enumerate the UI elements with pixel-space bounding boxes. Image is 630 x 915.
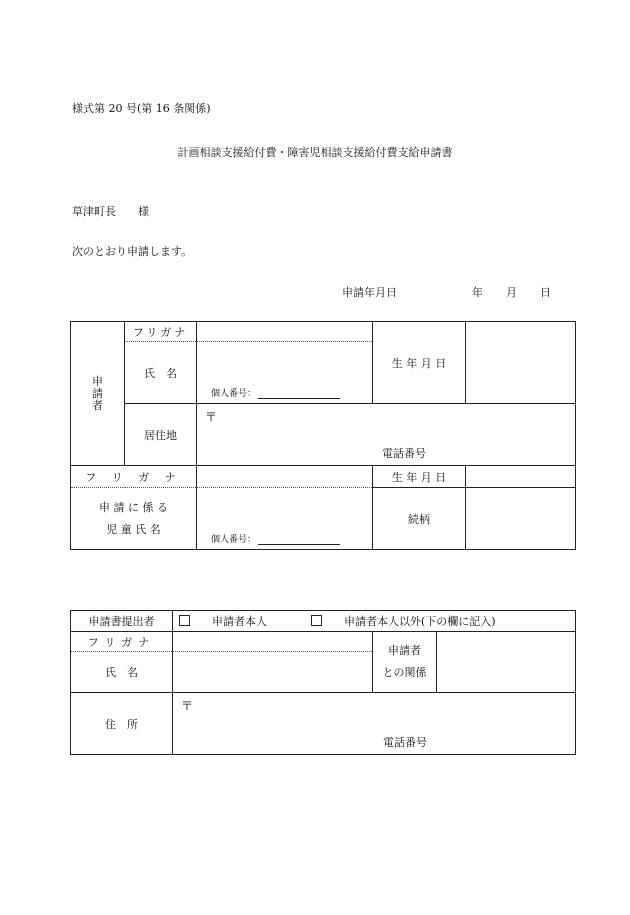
option-self-label: 申請者本人 <box>212 615 267 628</box>
option-other[interactable] <box>311 615 518 628</box>
submitter-zip-mark: 〒 <box>181 699 194 713</box>
month-unit: 月 <box>506 286 517 299</box>
personal-number-line[interactable] <box>258 388 340 399</box>
submitter-phone-label: 電話番号 <box>383 736 427 749</box>
option-self[interactable] <box>179 615 289 628</box>
applicant-table <box>70 321 576 550</box>
submitter-address-label: 住 所 <box>71 693 173 755</box>
form-number: 様式第 20 号(第 16 条関係) <box>72 102 211 115</box>
relation-label <box>373 632 437 693</box>
option-other-label: 申請者本人以外(下の欄に記入) <box>344 615 496 628</box>
personal-number-label: 個人番号： <box>211 389 257 399</box>
name-field[interactable] <box>197 342 373 404</box>
child-furigana-field[interactable] <box>197 466 373 488</box>
child-personal-number-label: 個人番号： <box>211 535 257 545</box>
year-unit: 年 <box>472 286 483 299</box>
submitter-label: 申請書提出者 <box>71 611 173 632</box>
name-label: 氏 名 <box>125 342 197 404</box>
day-unit: 日 <box>540 286 551 299</box>
addressee-name: 草津町長 <box>72 205 116 218</box>
relation-label-line1: 申請者 <box>388 644 421 657</box>
applicant-label: 申請者 <box>92 374 103 412</box>
child-name-label-line1: 申 請 に 係 る <box>99 500 168 514</box>
address-field[interactable] <box>197 404 576 466</box>
child-personal-number-line[interactable] <box>258 534 340 545</box>
personal-number <box>211 386 340 399</box>
submitter-options <box>173 611 576 632</box>
child-birth-date-field[interactable] <box>466 466 576 488</box>
application-date-label: 申請年月日 <box>342 286 397 299</box>
furigana-field[interactable] <box>197 322 373 342</box>
submitter-table <box>70 610 576 755</box>
submitter-name-field[interactable] <box>173 652 373 693</box>
submitter-address-field[interactable] <box>173 693 576 755</box>
zip-mark: 〒 <box>205 410 218 424</box>
child-name-label <box>71 488 197 550</box>
child-personal-number <box>211 532 340 545</box>
birth-date-label: 生 年 月 日 <box>373 322 466 404</box>
addressee-honorific: 様 <box>138 205 149 218</box>
child-name-label-line2: 児 童 氏 名 <box>106 522 161 536</box>
child-birth-date-label: 生 年 月 日 <box>373 466 466 488</box>
application-date-row <box>342 284 551 300</box>
relationship-field[interactable] <box>466 488 576 550</box>
submitter-furigana-field[interactable] <box>173 632 373 652</box>
applicant-label-cell <box>71 322 125 466</box>
addressee <box>72 203 149 219</box>
submitter-furigana-label: フリガナ <box>71 632 173 652</box>
child-furigana-label: フ リ ガ ナ <box>71 466 197 488</box>
relation-label-line2: との関係 <box>382 666 427 679</box>
page-title: 計画相談支援給付費・障害児相談支援給付費支給申請書 <box>177 146 453 159</box>
child-name-field[interactable] <box>197 488 373 550</box>
furigana-label: フリガナ <box>125 322 197 342</box>
relationship-label: 続柄 <box>373 488 466 550</box>
submitter-name-label: 氏 名 <box>71 652 173 693</box>
birth-date-field[interactable] <box>466 322 576 404</box>
relation-field[interactable] <box>437 632 576 693</box>
intro-text: 次のとおり申請します。 <box>72 245 193 258</box>
phone-label: 電話番号 <box>382 447 426 460</box>
address-label: 居住地 <box>125 404 197 466</box>
checkbox-self[interactable] <box>179 615 190 626</box>
checkbox-other[interactable] <box>311 615 322 626</box>
